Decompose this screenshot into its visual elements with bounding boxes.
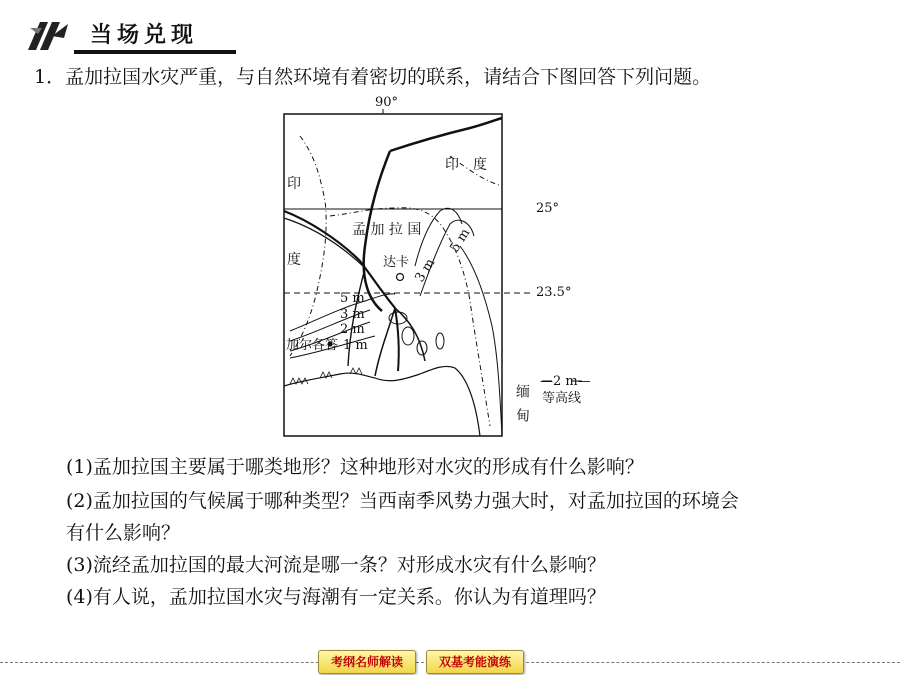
subquestion-2: (2)孟加拉国的气候属于哪种类型？当西南季风势力强大时，对孟加拉国的环境会 xyxy=(66,490,739,512)
city-label-kolkata: 加尔各答 xyxy=(286,338,339,353)
contour-label-5m: 5 m xyxy=(340,291,365,306)
city-label-dhaka: 达卡 xyxy=(383,255,410,270)
header-underline xyxy=(74,50,236,54)
longitude-label: 90° xyxy=(375,95,399,110)
country-label-india-west-2: 度 xyxy=(287,252,301,268)
contour-label-2m: 2 m xyxy=(340,322,365,337)
bangladesh-map xyxy=(270,96,590,441)
section-header xyxy=(26,14,216,56)
subquestion-3: (3)流经孟加拉国的最大河流是哪一条？对形成水灾有什么影响？ xyxy=(66,554,606,576)
subquestion-4: (4)有人说，孟加拉国水灾与海潮有一定关系。你认为有道理吗？ xyxy=(66,586,606,608)
section-title: 当场兑现 xyxy=(90,23,199,48)
country-label-myanmar: 缅甸 xyxy=(514,384,530,432)
contour-label-1m: 1 m xyxy=(343,338,368,353)
double-arrow-logo-icon xyxy=(26,20,70,52)
contour-label-3m: 3 m xyxy=(340,307,365,322)
basic-skills-button[interactable]: 双基考能演练 xyxy=(426,650,524,674)
latitude-label-23-5: 23.5° xyxy=(536,285,572,300)
legend-contour-sample: —2 m— xyxy=(540,374,591,389)
contour-label-3m-northeast: 3 m xyxy=(412,256,439,285)
legend-contour-label: 等高线 xyxy=(542,391,582,406)
country-label-india-east: 印 度 xyxy=(445,157,487,173)
question-stem: 1．孟加拉国水灾严重，与自然环境有着密切的联系，请结合下图回答下列问题。 xyxy=(34,66,712,88)
contour-label-5m-northeast: 5 m xyxy=(447,226,474,255)
country-label-bangladesh: 孟 加 拉 国 xyxy=(352,222,422,238)
country-label-india-west-1: 印 xyxy=(287,176,301,192)
subquestion-1: (1)孟加拉国主要属于哪类地形？这种地形对水灾的形成有什么影响？ xyxy=(66,456,644,478)
subquestion-2-continued: 有什么影响？ xyxy=(66,522,181,544)
exam-outline-button[interactable]: 考纲名师解读 xyxy=(318,650,416,674)
latitude-label-25: 25° xyxy=(536,201,560,216)
